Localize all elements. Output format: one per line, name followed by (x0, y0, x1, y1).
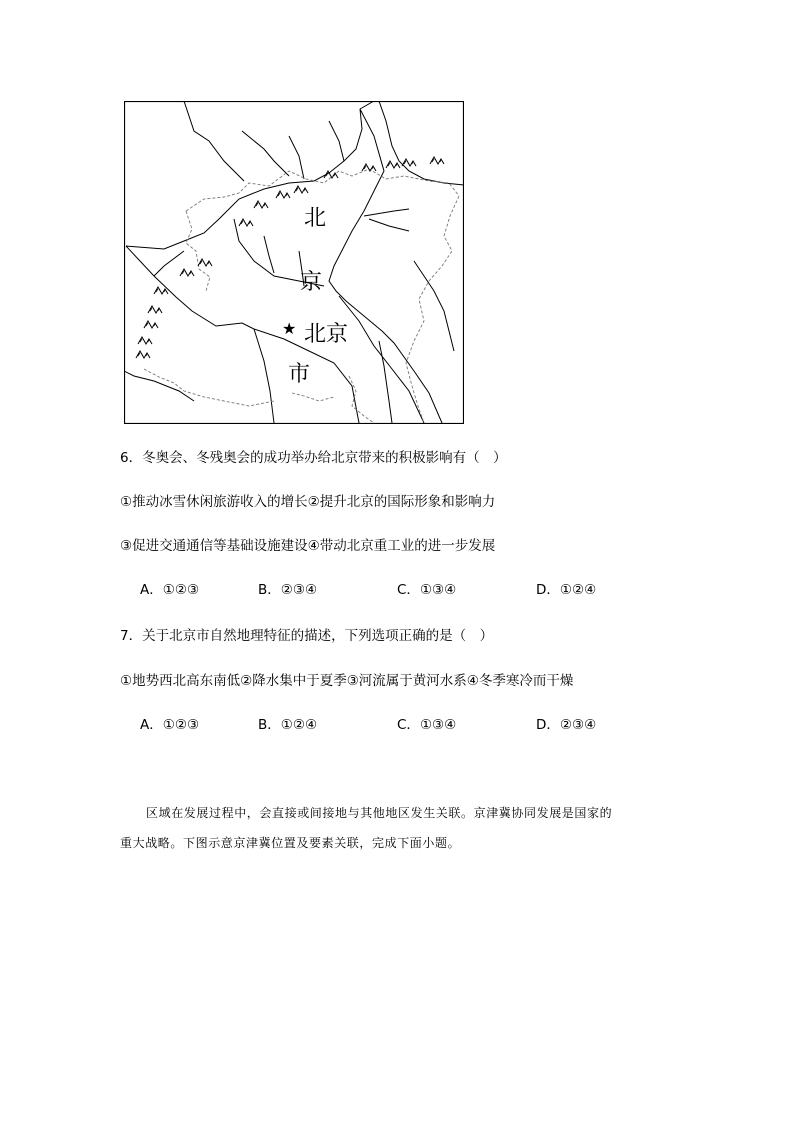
q7-stem: 7．关于北京市自然地理特征的描述，下列选项正确的是（ ） (120, 628, 494, 644)
map-label-shi: 市 (288, 362, 311, 387)
q6-option-a[interactable]: A．①②③ (140, 582, 200, 598)
passage-line2: 重大战略。下图示意京津冀位置及要素关联，完成下面小题。 (120, 836, 461, 850)
passage (120, 798, 680, 858)
q7-option-b[interactable]: B．①②④ (258, 717, 318, 733)
q6-statements-line2: ③促进交通通信等基础设施建设④带动北京重工业的进一步发展 (120, 538, 496, 554)
q6-stem: 6．冬奥会、冬残奥会的成功举办给北京带来的积极影响有（ ） (120, 450, 507, 466)
passage-line1: 区域在发展过程中，会直接或间接地与其他地区发生关联。京津冀协同发展是国家的 (146, 806, 613, 820)
q7-statements-line1: ①地势西北高东南低②降水集中于夏季③河流属于黄河水系④冬季寒冷而干燥 (120, 673, 574, 689)
map-label-capital: 北京 (304, 322, 349, 347)
map-label-bei: 北 (304, 206, 327, 231)
q7-option-d[interactable]: D．②③④ (536, 717, 597, 733)
q7-option-a[interactable]: A．①②③ (140, 717, 200, 733)
q6-statements-line1: ①推动冰雪休闲旅游收入的增长②提升北京的国际形象和影响力 (120, 494, 496, 510)
q6-option-b[interactable]: B．②③④ (258, 582, 318, 598)
q6-option-c[interactable]: C．①③④ (397, 582, 457, 598)
q7-option-c[interactable]: C．①③④ (397, 717, 457, 733)
q6-option-d[interactable]: D．①②④ (536, 582, 597, 598)
map-label-jing: 京 (300, 270, 323, 295)
beijing-map (124, 101, 464, 424)
star-icon: ★ (282, 319, 297, 338)
